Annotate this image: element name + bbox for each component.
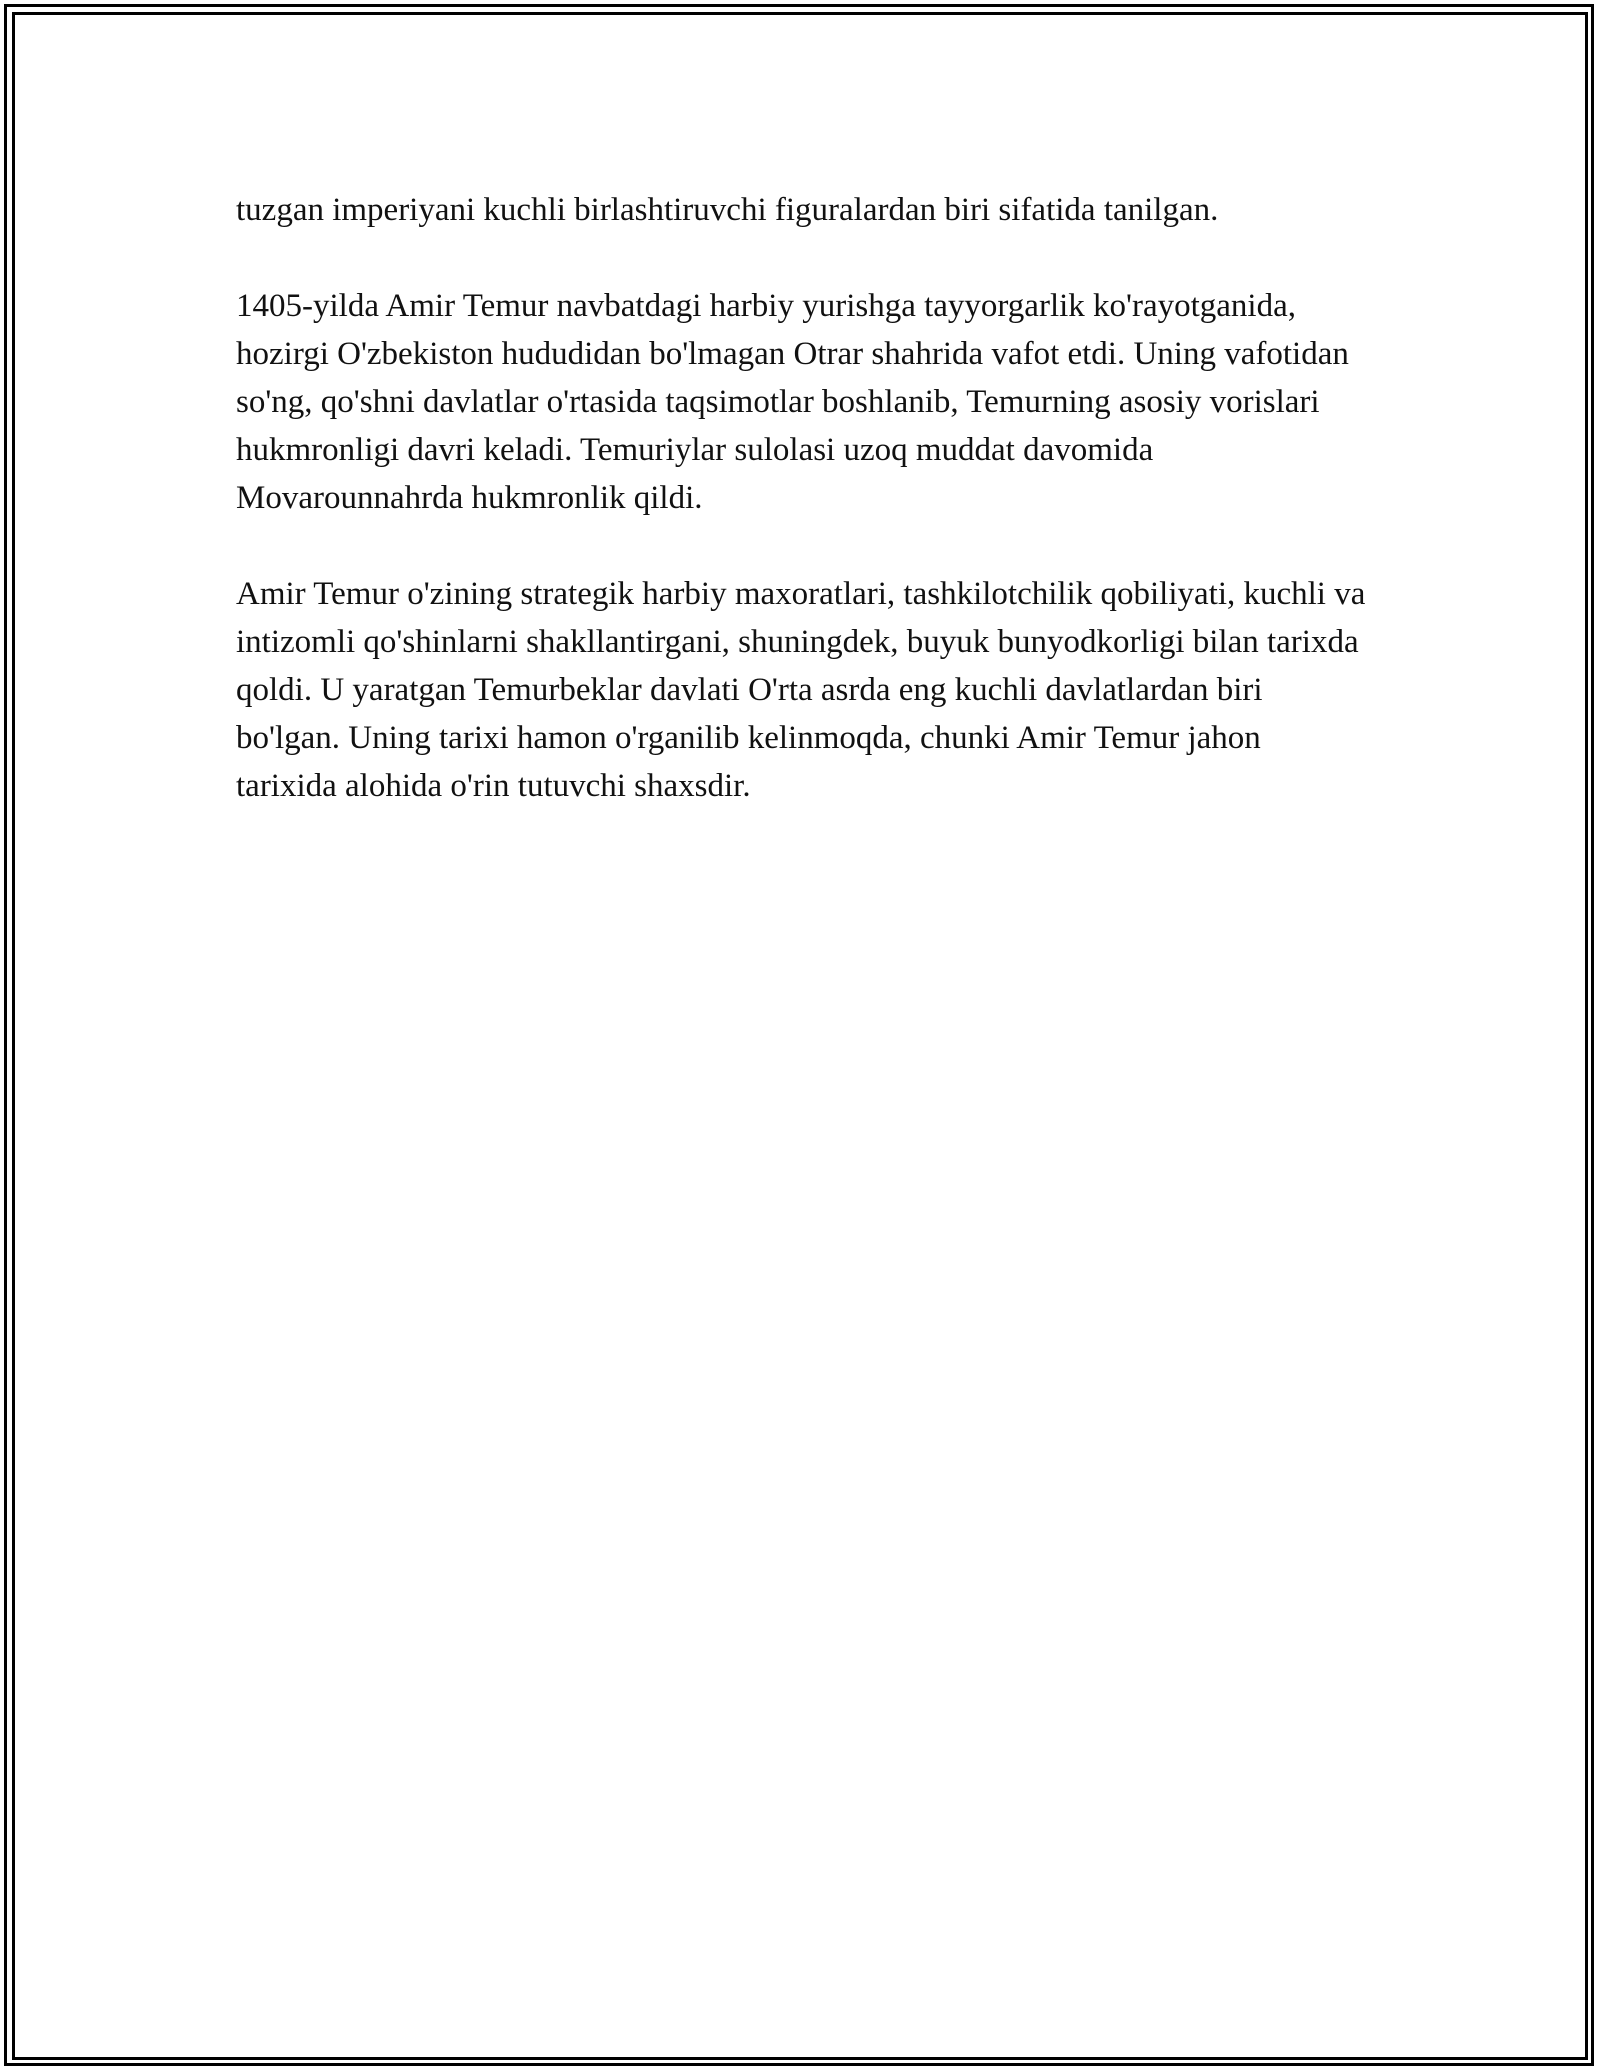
paragraph-1: tuzgan imperiyani kuchli birlashtiruvchi figuralardan biri sifatida tanilgan.	[236, 192, 1219, 228]
paragraph-3: Amir Temur o'zining strategik harbiy maxoratlari, tashkilotchilik qobiliyati, kuchli va intizomli qo'shinlarni shakllantirgani, shuningdek, buyuk bunyodkorligi bilan tarixda qoldi. U yaratgan Temurbeklar davlati O'rta asrda eng kuchli davlatlardan biri bo'lgan. Uning tarixi hamon o'rganilib kelinmoqda, chunki Amir Temur jahon tarixida alohida o'rin tutuvchi shaxsdir.	[236, 576, 1366, 804]
document-body	[236, 186, 1366, 858]
paragraph-2: 1405-yilda Amir Temur navbatdagi harbiy yurishga tayyorgarlik ko'rayotganida, hozirgi O'zbekiston hududidan bo'lmagan Otrar shahrida vafot etdi. Uning vafotidan so'ng, qo'shni davlatlar o'rtasida taqsimotlar boshlanib, Temurning asosiy vorislari hukmronligi davri keladi. Temuriylar sulolasi uzoq muddat davomida Movarounnahrda hukmronlik qildi.	[236, 288, 1349, 516]
